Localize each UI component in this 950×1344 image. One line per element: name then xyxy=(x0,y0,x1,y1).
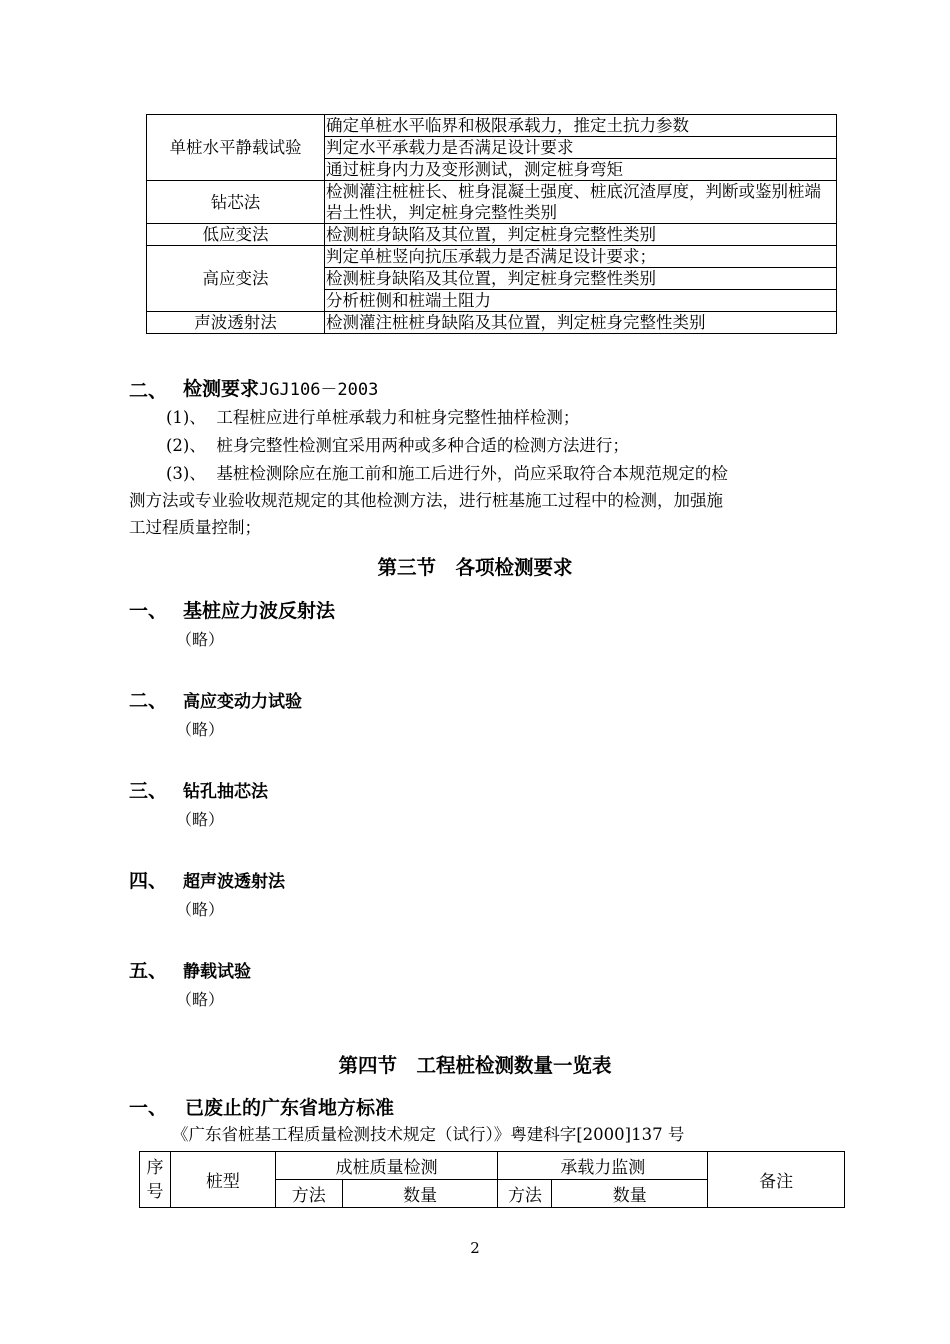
method-name-cell: 低应变法 xyxy=(147,224,325,246)
method-purpose-cell: 判定水平承载力是否满足设计要求 xyxy=(325,137,837,159)
chapter4-sub-title: 已废止的广东省地方标准 xyxy=(185,1097,395,1119)
requirement-item-1 xyxy=(166,405,579,431)
method-purpose-cell: 确定单桩水平临界和极限承载力，推定土抗力参数 xyxy=(325,115,837,137)
chapter3-item5-number: 五、 xyxy=(129,960,168,982)
method-purpose-cell: 判定单桩竖向抗压承载力是否满足设计要求； xyxy=(325,246,837,268)
header-remarks: 备注 xyxy=(708,1152,845,1208)
chapter3-item2-number: 二、 xyxy=(129,690,168,712)
chapter4-sub-number: 一、 xyxy=(129,1097,168,1119)
header-pile-type: 桩型 xyxy=(170,1152,275,1208)
chapter3-item1-number: 一、 xyxy=(129,600,168,622)
method-name-cell: 高应变法 xyxy=(147,246,325,312)
chapter3-item2-body: （略） xyxy=(176,720,225,739)
section2-number: 二、 xyxy=(129,380,168,402)
section2-code: JGJ106－2003 xyxy=(259,380,379,400)
chapter3-item3-title: 钻孔抽芯法 xyxy=(183,782,268,802)
requirement-item-3 xyxy=(166,461,728,487)
chapter3-item1-body: （略） xyxy=(176,630,225,649)
detection-methods-table xyxy=(146,114,837,334)
header-seq xyxy=(140,1152,171,1208)
chapter3-item4-number: 四、 xyxy=(129,870,168,892)
chapter3-title: 第三节 各项检测要求 xyxy=(377,556,573,579)
requirement-item-3-line2: 测方法或专业验收规范规定的其他检测方法，进行桩基施工过程中的检测，加强施 xyxy=(129,491,723,510)
chapter3-item5-body: （略） xyxy=(176,990,225,1009)
header-quality-group: 成桩质量检测 xyxy=(275,1152,498,1180)
method-purpose-cell: 分析桩侧和桩端土阻力 xyxy=(325,290,837,312)
inspection-quantity-table xyxy=(139,1151,845,1208)
method-name-cell: 单桩水平静载试验 xyxy=(147,115,325,181)
item-text: 桩身完整性检测宜采用两种或多种合适的检测方法进行； xyxy=(216,436,629,455)
method-row xyxy=(147,181,837,224)
method-purpose-cell: 检测灌注桩桩身缺陷及其位置，判定桩身完整性类别 xyxy=(325,312,837,334)
requirement-item-3-line3: 工过程质量控制； xyxy=(129,518,261,537)
standard-reference: 《广东省桩基工程质量检测技术规定（试行）》粤建科字[2000]137 号 xyxy=(172,1125,685,1144)
item-text: 基桩检测除应在施工前和施工后进行外，尚应采取符合本规范规定的检 xyxy=(216,464,728,483)
method-row xyxy=(147,246,837,268)
item-text: 工程桩应进行单桩承载力和桩身完整性抽样检测； xyxy=(216,408,580,427)
item-number: (1)、 xyxy=(166,408,206,427)
requirement-item-2 xyxy=(166,433,629,459)
chapter3-item1-title: 基桩应力波反射法 xyxy=(183,600,336,622)
header-quality-quantity: 数量 xyxy=(342,1180,498,1208)
chapter3-item4-body: （略） xyxy=(176,900,225,919)
chapter3-item3-body: （略） xyxy=(176,810,225,829)
section2-heading xyxy=(183,374,378,401)
method-purpose-cell: 检测灌注桩桩长、桩身混凝土强度、桩底沉渣厚度，判断或鉴别桩端岩土性状，判定桩身完整性类别 xyxy=(325,181,837,224)
method-purpose-cell: 检测桩身缺陷及其位置，判定桩身完整性类别 xyxy=(325,268,837,290)
method-row xyxy=(147,115,837,137)
chapter4-title: 第四节 工程桩检测数量一览表 xyxy=(338,1054,612,1077)
chapter3-item2-title: 高应变动力试验 xyxy=(183,692,302,712)
header-seq-line1: 序 xyxy=(146,1157,164,1178)
section2-title: 检测要求 xyxy=(183,378,260,400)
method-row xyxy=(147,224,837,246)
chapter3-item5-title: 静载试验 xyxy=(183,962,251,982)
method-purpose-cell: 检测桩身缺陷及其位置，判定桩身完整性类别 xyxy=(325,224,837,246)
header-quality-method: 方法 xyxy=(275,1180,342,1208)
header-capacity-group: 承载力监测 xyxy=(498,1152,708,1180)
method-row xyxy=(147,312,837,334)
page-number: 2 xyxy=(470,1239,480,1257)
item-number: (3)、 xyxy=(166,464,206,483)
method-name-cell: 钻芯法 xyxy=(147,181,325,224)
chapter3-item4-title: 超声波透射法 xyxy=(183,872,285,892)
method-name-cell: 声波透射法 xyxy=(147,312,325,334)
chapter3-item3-number: 三、 xyxy=(129,780,168,802)
header-capacity-method: 方法 xyxy=(498,1180,552,1208)
item-number: (2)、 xyxy=(166,436,206,455)
header-seq-line2: 号 xyxy=(146,1181,164,1202)
header-capacity-quantity: 数量 xyxy=(552,1180,708,1208)
method-purpose-cell: 通过桩身内力及变形测试，测定桩身弯矩 xyxy=(325,159,837,181)
